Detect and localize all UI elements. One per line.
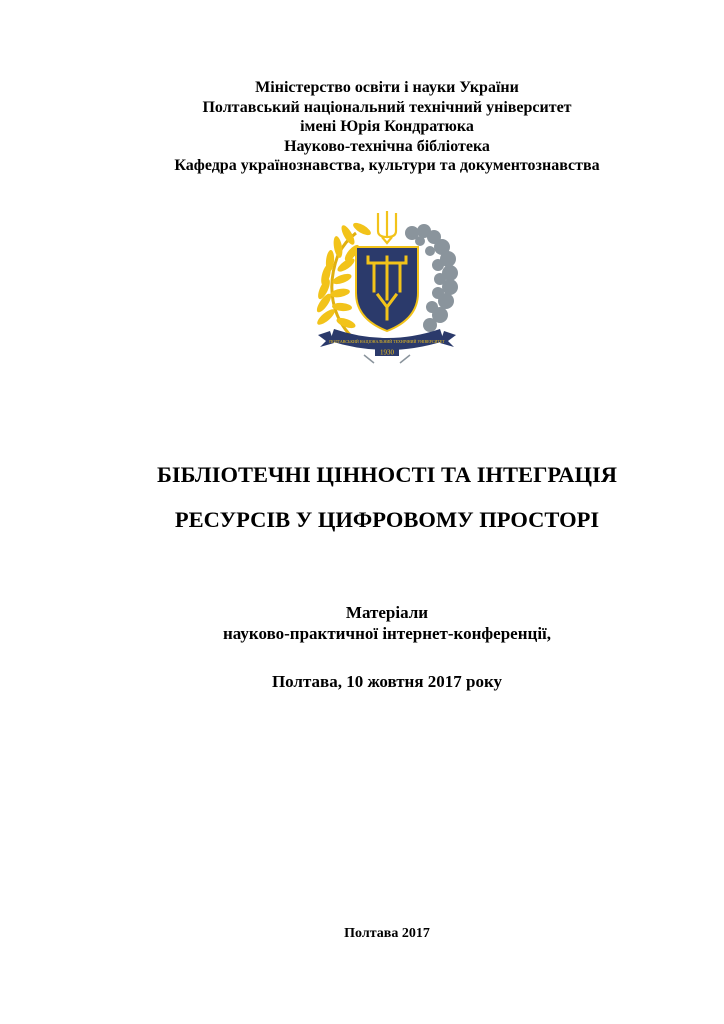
library-line: Науково-технічна бібліотека	[284, 137, 490, 155]
svg-text:ПОЛТАВСЬКИЙ НАЦІОНАЛЬНИЙ ТЕХНІ: ПОЛТАВСЬКИЙ НАЦІОНАЛЬНИЙ ТЕХНІЧНИЙ УНІВЕРСИТЕТ	[329, 339, 445, 344]
materials-label: Матеріали	[345, 603, 429, 622]
conference-title-line2: РЕСУРСІВ У ЦИФРОВОМУ ПРОСТОРІ	[174, 507, 600, 532]
conference-date: Полтава, 10 жовтня 2017 року	[271, 672, 503, 691]
materials-subtitle	[0, 602, 724, 644]
department-line: Кафедра українознавства, культури та документознавства	[174, 157, 600, 175]
institution-header	[0, 78, 724, 176]
ministry-line: Міністерство освіти і науки України	[255, 79, 519, 96]
conference-type: науково-практичної інтернет-конференції,	[222, 624, 552, 643]
university-name-line: імені Юрія Кондратюка	[300, 118, 474, 136]
university-emblem-icon	[312, 207, 462, 365]
university-line: Полтавський національний технічний університет	[202, 98, 572, 116]
publication-place-year: Полтава 2017	[344, 926, 430, 941]
svg-text:1930: 1930	[380, 348, 394, 357]
conference-title-line1: БІБЛІОТЕЧНІ ЦІННОСТІ ТА ІНТЕГРАЦІЯ	[156, 462, 618, 487]
